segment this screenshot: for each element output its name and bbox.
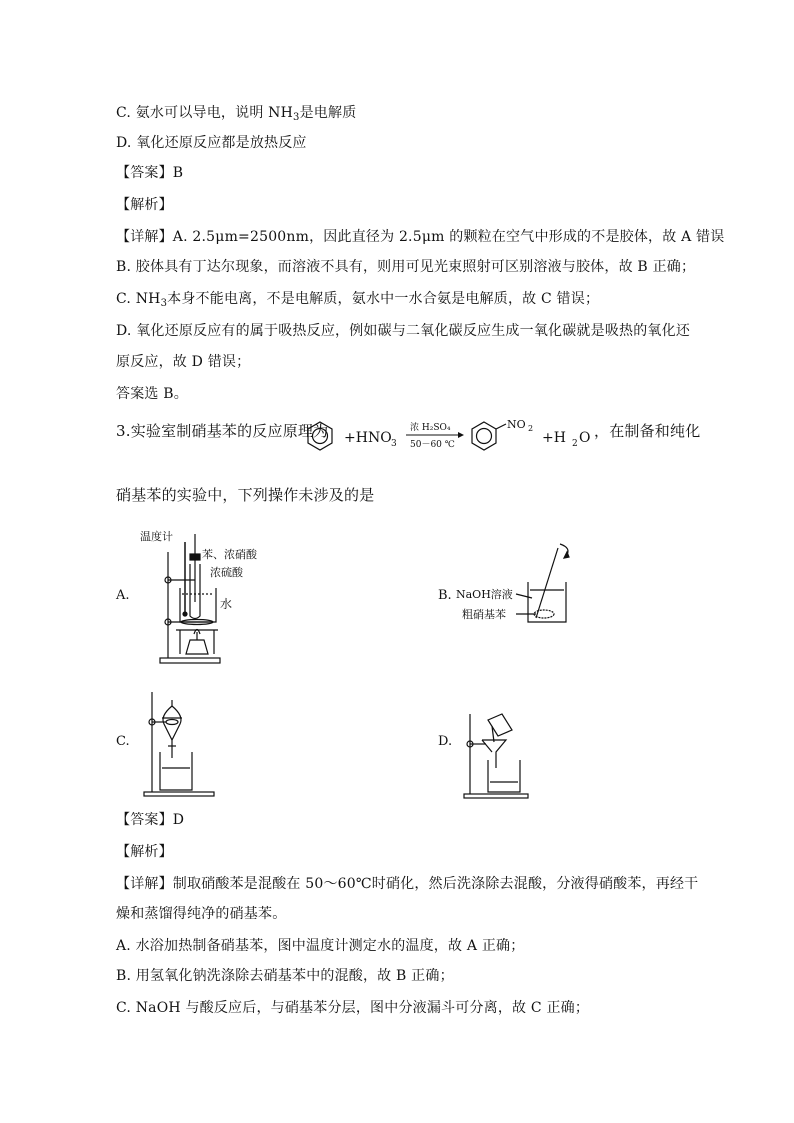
label-benzene-nitric: 苯、浓硝酸 xyxy=(202,548,257,561)
question-3-end: ，在制备和纯化 xyxy=(594,422,701,440)
option-c-text: C. 氨水可以导电，说明 $NH_3$是电解质 xyxy=(116,105,357,123)
figure-a-water-bath-apparatus xyxy=(140,522,290,667)
answer-2: 【答案】D xyxy=(116,812,185,828)
hno3-subscript: 3 xyxy=(391,439,397,449)
h2o-o: O xyxy=(579,430,591,446)
benzene-ring-icon xyxy=(308,422,332,450)
detail-2-c: C. NaOH 与酸反应后，与硝基苯分层，图中分液漏斗可分离，故 C 正确； xyxy=(116,1000,590,1016)
label-water: 水 xyxy=(220,597,233,611)
option-c-label: C. xyxy=(116,734,130,749)
detail-b: B. 胶体具有丁达尔现象，而溶液不具有，则用可见光束照射可区别溶液与胶体，故 B 正确； xyxy=(116,259,696,275)
plus-water: +H xyxy=(542,430,566,446)
figure-d-filtration xyxy=(462,712,542,802)
detail-a: 【详解】A. 2.5μm=2500nm，因此直径为 2.5μm 的颗粒在空气中形成的不是胶体，故 A 错误 xyxy=(116,229,725,245)
nitrobenzene-icon xyxy=(472,422,506,450)
option-d-label: D. xyxy=(438,734,453,749)
label-thermometer: 温度计 xyxy=(140,530,173,543)
analysis-2: 【解析】 xyxy=(116,844,173,860)
label-naoh: NaOH溶液 xyxy=(456,588,513,601)
detail-d-2: 原反应，故 D 错误； xyxy=(116,354,251,370)
detail-2-2: 燥和蒸馏得纯净的硝基苯。 xyxy=(116,906,287,922)
detail-2-1: 【详解】制取硝酸苯是混酸在 50～60℃时硝化，然后洗涤除去混酸，分液得硝酸苯，再经干 xyxy=(116,876,699,892)
label-crude-nitrobenzene: 粗硝基苯 xyxy=(462,608,506,621)
select-answer-1: 答案选 B。 xyxy=(116,386,188,402)
arrow-top-text: 浓 H₂SO₄ xyxy=(410,423,451,433)
option-d-text: D. 氧化还原反应都是放热反应 xyxy=(116,135,307,151)
label-sulfuric: 浓硫酸 xyxy=(210,566,243,579)
detail-c: C. $NH_3$本身不能电离，不是电解质，氨水中一水合氨是电解质，故 C 错误； xyxy=(116,291,600,309)
detail-2-b: B. 用氢氧化钠洗涤除去硝基苯中的混酸，故 B 正确； xyxy=(116,968,454,984)
no2-label: NO xyxy=(507,418,526,431)
answer-1: 【答案】B xyxy=(116,165,184,181)
no2-subscript: 2 xyxy=(528,424,534,433)
plus-hno3: +HNO xyxy=(344,430,392,446)
analysis-1: 【解析】 xyxy=(116,197,173,213)
question-3-line-2: 硝基苯的实验中，下列操作未涉及的是 xyxy=(116,486,375,504)
detail-d-1: D. 氧化还原反应有的属于吸热反应，例如碳与二氧化碳反应生成一氧化碳就是吸热的氧化还 xyxy=(116,323,691,339)
arrow-bottom-text: 50－60 ℃ xyxy=(410,440,455,450)
figure-b-washing xyxy=(456,540,586,630)
option-b-label: B. xyxy=(438,588,452,603)
question-3-start: 3.实验室制硝基苯的反应原理为 xyxy=(116,422,329,440)
h2o-subscript: 2 xyxy=(572,439,578,449)
detail-2-a: A. 水浴加热制备硝基苯，图中温度计测定水的温度，故 A 正确； xyxy=(116,938,525,954)
figure-c-separatory-funnel xyxy=(140,690,230,800)
option-a-label: A. xyxy=(116,588,130,603)
